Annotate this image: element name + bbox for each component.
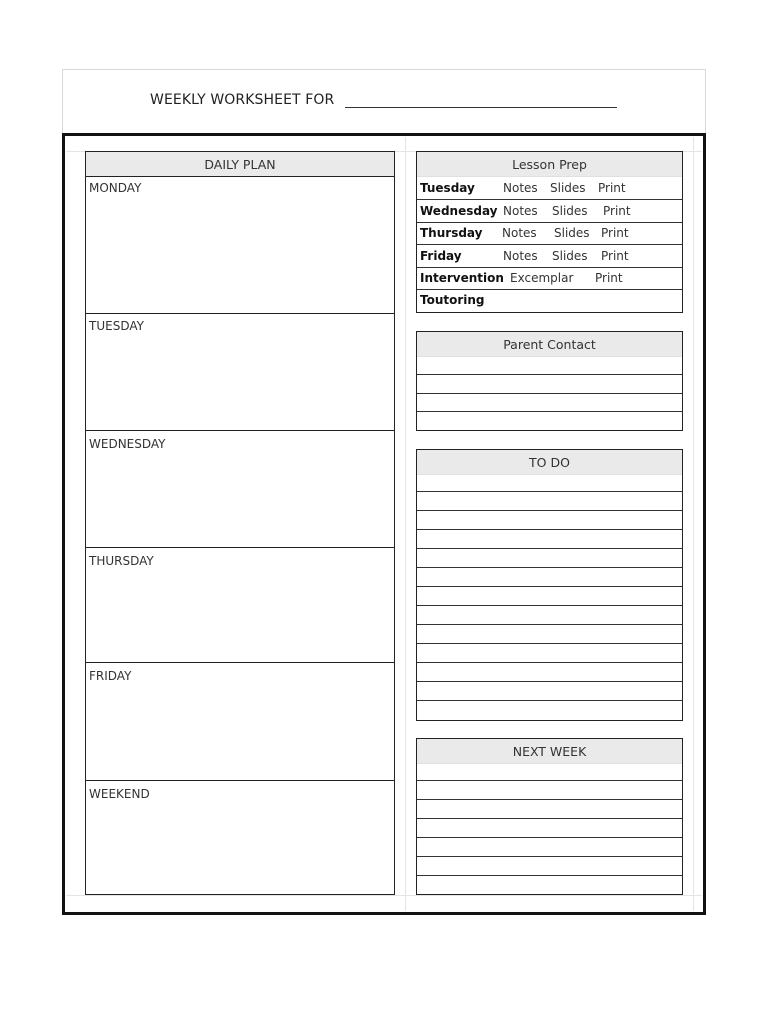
writing-line[interactable] — [417, 529, 682, 530]
prep-day-label: Tuesday — [420, 181, 475, 195]
row-divider — [417, 244, 682, 245]
writing-line[interactable] — [417, 700, 682, 701]
writing-line[interactable] — [417, 393, 682, 394]
prep-day-label: Toutoring — [420, 293, 485, 307]
writing-line[interactable] — [417, 875, 682, 876]
day-label-monday: MONDAY — [89, 181, 142, 195]
writing-line[interactable] — [417, 374, 682, 375]
day-divider — [86, 780, 394, 781]
prep-item-print[interactable]: Print — [603, 204, 631, 218]
writing-line[interactable] — [417, 411, 682, 412]
row-divider — [417, 222, 682, 223]
prep-item-print[interactable]: Print — [598, 181, 626, 195]
prep-day-label: Wednesday — [420, 204, 498, 218]
writing-line[interactable] — [417, 856, 682, 857]
writing-line[interactable] — [417, 643, 682, 644]
day-label-wednesday: WEDNESDAY — [89, 437, 166, 451]
row-divider — [417, 267, 682, 268]
prep-item-print[interactable]: Print — [601, 249, 629, 263]
writing-line[interactable] — [417, 510, 682, 511]
writing-line[interactable] — [417, 605, 682, 606]
row-divider — [417, 199, 682, 200]
writing-line[interactable] — [417, 780, 682, 781]
prep-day-label: Intervention — [420, 271, 504, 285]
prep-item-print[interactable]: Print — [595, 271, 623, 285]
day-divider — [86, 662, 394, 663]
daily-plan-panel — [85, 151, 395, 895]
writing-line[interactable] — [417, 662, 682, 663]
writing-line[interactable] — [417, 818, 682, 819]
todo-panel — [416, 449, 683, 721]
day-label-weekend: WEEKEND — [89, 787, 150, 801]
prep-day-label: Thursday — [420, 226, 483, 240]
name-blank-line[interactable] — [345, 107, 617, 108]
next-week-panel — [416, 738, 683, 895]
row-divider — [417, 289, 682, 290]
parent-contact-panel — [416, 331, 683, 431]
guide-line — [693, 137, 694, 911]
prep-item-slides[interactable]: Slides — [552, 249, 588, 263]
prep-item-excemplar[interactable]: Excemplar — [510, 271, 574, 285]
prep-day-label: Friday — [420, 249, 462, 263]
day-label-thursday: THURSDAY — [89, 554, 154, 568]
page-title: WEEKLY WORKSHEET FOR — [150, 92, 335, 108]
day-label-friday: FRIDAY — [89, 669, 132, 683]
lesson-prep-header: Lesson Prep — [417, 152, 682, 177]
writing-line[interactable] — [417, 624, 682, 625]
writing-line[interactable] — [417, 567, 682, 568]
writing-line[interactable] — [417, 681, 682, 682]
writing-line[interactable] — [417, 799, 682, 800]
prep-item-slides[interactable]: Slides — [550, 181, 586, 195]
prep-item-slides[interactable]: Slides — [552, 204, 588, 218]
writing-line[interactable] — [417, 548, 682, 549]
writing-line[interactable] — [417, 837, 682, 838]
prep-item-notes[interactable]: Notes — [503, 204, 538, 218]
guide-line — [405, 137, 406, 911]
todo-header: TO DO — [417, 450, 682, 475]
day-divider — [86, 313, 394, 314]
writing-line[interactable] — [417, 586, 682, 587]
next-week-header: NEXT WEEK — [417, 739, 682, 764]
day-divider — [86, 547, 394, 548]
prep-item-print[interactable]: Print — [601, 226, 629, 240]
day-label-tuesday: TUESDAY — [89, 319, 144, 333]
guide-line — [66, 895, 702, 896]
prep-item-notes[interactable]: Notes — [502, 226, 537, 240]
prep-item-slides[interactable]: Slides — [554, 226, 590, 240]
daily-plan-header: DAILY PLAN — [86, 152, 394, 177]
day-divider — [86, 430, 394, 431]
prep-item-notes[interactable]: Notes — [503, 249, 538, 263]
prep-item-notes[interactable]: Notes — [503, 181, 538, 195]
writing-line[interactable] — [417, 491, 682, 492]
lesson-prep-panel — [416, 151, 683, 313]
parent-contact-header: Parent Contact — [417, 332, 682, 357]
